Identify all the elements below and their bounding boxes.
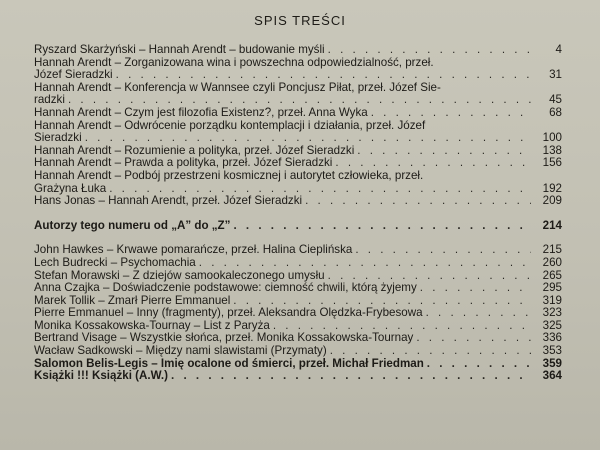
toc-page-number: 265 bbox=[542, 268, 562, 282]
toc-entry-text: Monika Kossakowska-Tournay – List z Paryża bbox=[34, 318, 270, 332]
toc-entry-text: Hannah Arendt – Rozumienie a polityka, przeł. Józef Sieradzki bbox=[34, 143, 355, 157]
toc-entry-text: John Hawkes – Krwawe pomarańcze, przeł. Halina Cieplińska bbox=[34, 243, 353, 257]
toc-page-number: 323 bbox=[542, 306, 562, 320]
toc-entry-text: Hannah Arendt – Konferencja w Wannsee czyli Poncjusz Piłat, przeł. Józef Sie- bbox=[34, 80, 441, 94]
toc-page-number: 156 bbox=[542, 156, 562, 170]
toc-entry bbox=[34, 257, 562, 270]
toc-entry bbox=[34, 120, 562, 145]
toc-entry-text: Hannah Arendt – Zorganizowana wina i powszechna odpowiedzialność, przeł. bbox=[34, 55, 434, 69]
toc-page-number: 364 bbox=[542, 369, 562, 383]
toc-entry-text: Hannah Arendt – Odwrócenie porządku kontemplacji i działania, przeł. Józef bbox=[34, 118, 426, 132]
toc-entry-text: Hannah Arendt – Prawda a polityka, przeł. Józef Sieradzki bbox=[34, 156, 333, 170]
toc-entry-text: Marek Tollik – Zmarł Pierre Emmanuel bbox=[34, 293, 231, 307]
toc-page-number: 319 bbox=[542, 293, 562, 307]
toc-page-number: 353 bbox=[542, 344, 562, 358]
toc-entry bbox=[34, 82, 562, 107]
toc-entry bbox=[34, 345, 562, 358]
toc-entry bbox=[34, 282, 562, 295]
toc-page-number: 214 bbox=[542, 218, 562, 232]
toc-entry-text: Ryszard Skarżyński – Hannah Arendt – budowanie myśli bbox=[34, 43, 325, 56]
toc-entry-text-continued: Sieradzki bbox=[34, 131, 82, 145]
toc-entry-text-continued: Józef Sieradzki bbox=[34, 68, 113, 82]
toc-entry-text: Pierre Emmanuel – Inny (fragmenty), przeł. Aleksandra Olędzka-Frybesowa bbox=[34, 306, 423, 320]
toc-entry-text: Salomon Belis-Legis – Imię ocalone od śmierci, przeł. Michał Friedman bbox=[34, 356, 424, 370]
toc-page-number: 68 bbox=[549, 105, 562, 119]
toc-page-number: 100 bbox=[542, 131, 562, 145]
toc-entry-text: Wacław Sadkowski – Między nami slawistami (Przymaty) bbox=[34, 344, 327, 358]
toc-entry-text: Bertrand Visage – Wszystkie słońca, przeł. Monika Kossakowska-Tournay bbox=[34, 331, 414, 345]
toc-page-number: 45 bbox=[549, 93, 562, 107]
toc-page-number: 192 bbox=[542, 181, 562, 195]
toc-entry bbox=[34, 44, 562, 57]
toc-page-number: 31 bbox=[549, 68, 562, 82]
toc-entry bbox=[34, 307, 562, 320]
toc-page-number: 138 bbox=[542, 143, 562, 157]
toc-entry-text: Hannah Arendt – Czym jest filozofia Existenz?, przeł. Anna Wyka bbox=[34, 105, 368, 119]
toc-entry bbox=[34, 170, 562, 195]
toc-page-number: 4 bbox=[555, 43, 562, 56]
toc-entry-text: Anna Czajka – Doświadczenie podstawowe: ciemność chwili, którą żyjemy bbox=[34, 281, 417, 295]
toc-entry-text: Hans Jonas – Hannah Arendt, przeł. Józef Sieradzki bbox=[34, 194, 303, 208]
toc-entry bbox=[34, 107, 562, 120]
toc-entry-text: Książki !!! Książki (A.W.) bbox=[34, 369, 168, 383]
table-of-contents bbox=[34, 44, 562, 383]
toc-entry-text: Lech Budrecki – Psychomachia bbox=[34, 255, 196, 269]
toc-page-number: 325 bbox=[542, 318, 562, 332]
toc-entry-text-continued: Grażyna Łuka bbox=[34, 181, 107, 195]
toc-page-number: 209 bbox=[542, 194, 562, 208]
toc-entry-text: Hannah Arendt – Podbój przestrzeni kosmicznej i autorytet człowieka, przeł. bbox=[34, 168, 424, 182]
toc-entry bbox=[34, 195, 562, 208]
page-title: SPIS TREŚCI bbox=[254, 13, 346, 28]
toc-page-number: 215 bbox=[542, 243, 562, 257]
toc-entry bbox=[34, 57, 562, 82]
toc-page-number: 359 bbox=[542, 356, 562, 370]
toc-entry bbox=[34, 370, 562, 383]
toc-entry-text-continued: radzki bbox=[34, 93, 65, 107]
toc-page-number: 260 bbox=[542, 255, 562, 269]
toc-entry-authors bbox=[34, 220, 562, 233]
toc-page-number: 336 bbox=[542, 331, 562, 345]
toc-page-number: 295 bbox=[542, 281, 562, 295]
toc-entry-text: Autorzy tego numeru od „A” do „Z” bbox=[34, 218, 231, 232]
toc-entry-text: Stefan Morawski – Z dziejów samookaleczonego umysłu bbox=[34, 268, 325, 282]
